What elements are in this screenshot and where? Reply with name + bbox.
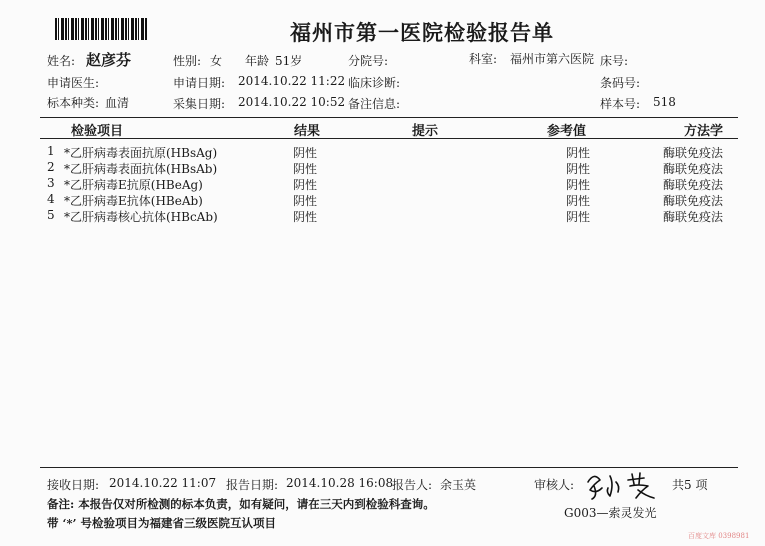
footer-note: 备注: 本报告仅对所检测的标本负责，如有疑问，请在三天内到检验科查询。 xyxy=(47,497,435,511)
receive-date: 2014.10.22 11:07 xyxy=(109,476,217,490)
row-number: 4 xyxy=(47,192,55,206)
apply-date: 2014.10.22 11:22 xyxy=(238,74,346,88)
branch-label: 分院号: xyxy=(348,54,389,68)
total-items: 共5 项 xyxy=(672,478,708,492)
dept-label: 科室: xyxy=(469,52,498,66)
collect-date: 2014.10.22 10:52 xyxy=(238,95,346,109)
row-method: 酶联免疫法 xyxy=(663,210,724,224)
collect-date-label: 采集日期: xyxy=(173,97,226,111)
doctor-label: 申请医生: xyxy=(47,76,100,90)
instrument-code: G003—索灵发光 xyxy=(564,506,657,520)
diagnosis-label: 临床诊断: xyxy=(348,76,401,90)
remark-label: 备注信息: xyxy=(348,97,401,111)
row-reference: 阴性 xyxy=(566,146,591,160)
row-number: 5 xyxy=(47,208,55,222)
row-result: 阴性 xyxy=(293,146,318,160)
patient-age: 51岁 xyxy=(275,54,303,68)
row-number: 2 xyxy=(47,160,55,174)
row-result: 阴性 xyxy=(293,194,318,208)
report-title: 福州市第一医院检验报告单 xyxy=(290,20,554,45)
table-header-rule xyxy=(40,138,738,139)
row-reference: 阴性 xyxy=(566,210,591,224)
specimen-label: 标本种类: xyxy=(47,96,100,110)
age-label: 年龄 xyxy=(245,54,270,68)
row-result: 阴性 xyxy=(293,178,318,192)
table-top-rule xyxy=(40,117,738,118)
reporter-label: 报告人: xyxy=(392,478,433,492)
row-item: *乙肝病毒表面抗体(HBsAb) xyxy=(64,162,218,176)
row-reference: 阴性 xyxy=(566,178,591,192)
sex-label: 性别: xyxy=(173,54,202,68)
row-item: *乙肝病毒表面抗原(HBsAg) xyxy=(64,146,218,160)
row-method: 酶联免疫法 xyxy=(663,146,724,160)
row-number: 3 xyxy=(47,176,55,190)
dept-value: 福州市第六医院 xyxy=(510,52,595,66)
row-result: 阴性 xyxy=(293,210,318,224)
row-method: 酶联免疫法 xyxy=(663,162,724,176)
row-reference: 阴性 xyxy=(566,194,591,208)
report-date-label: 报告日期: xyxy=(226,478,279,492)
row-method: 酶联免疫法 xyxy=(663,178,724,192)
reviewer-label: 审核人: xyxy=(534,478,575,492)
watermark: 百度文库 0398981 xyxy=(688,532,750,540)
col-header-method: 方法学 xyxy=(684,124,724,139)
col-header-hint: 提示 xyxy=(412,124,439,139)
mutual-recognition-note: 带 ‘*’ 号检验项目为福建省三级医院互认项目 xyxy=(47,516,277,530)
row-item: *乙肝病毒核心抗体(HBcAb) xyxy=(64,210,218,224)
row-method: 酶联免疫法 xyxy=(663,194,724,208)
receive-date-label: 接收日期: xyxy=(47,478,100,492)
patient-sex: 女 xyxy=(210,54,223,68)
row-result: 阴性 xyxy=(293,162,318,176)
reviewer-signature xyxy=(584,466,666,502)
barcode-no-label: 条码号: xyxy=(600,76,641,90)
specimen-value: 血清 xyxy=(105,96,130,110)
row-item: *乙肝病毒E抗原(HBeAg) xyxy=(64,178,203,192)
col-header-reference: 参考值 xyxy=(547,124,587,139)
row-item: *乙肝病毒E抗体(HBeAb) xyxy=(64,194,203,208)
sample-no: 518 xyxy=(653,95,676,109)
report-date: 2014.10.28 16:08 xyxy=(286,476,394,490)
row-reference: 阴性 xyxy=(566,162,591,176)
bed-label: 床号: xyxy=(600,54,629,68)
patient-name: 赵彦芬 xyxy=(86,51,132,69)
barcode xyxy=(55,18,147,40)
sample-no-label: 样本号: xyxy=(600,97,641,111)
row-number: 1 xyxy=(47,144,55,158)
col-header-result: 结果 xyxy=(294,124,321,139)
col-header-item: 检验项目 xyxy=(71,124,124,139)
apply-date-label: 申请日期: xyxy=(173,76,226,90)
name-label: 姓名: xyxy=(47,54,76,68)
reporter-name: 余玉英 xyxy=(440,478,477,492)
